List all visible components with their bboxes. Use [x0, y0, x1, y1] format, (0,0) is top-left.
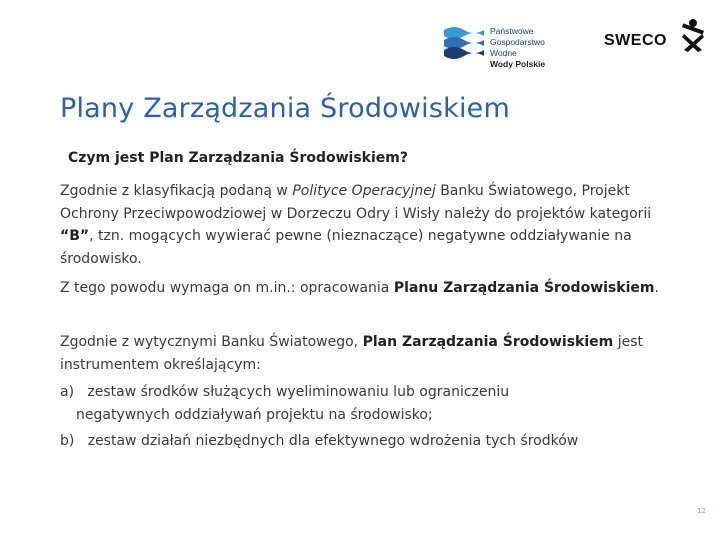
- p3-end: jest: [613, 334, 643, 350]
- page-number: 12: [697, 507, 706, 515]
- section-question: Czym jest Plan Zarządzania Środowiskiem?: [68, 150, 408, 166]
- list-item-b-text: zestaw działań niezbędnych dla efektywnego wdrożenia tych środków: [87, 433, 579, 449]
- list-marker-b: b): [60, 433, 75, 449]
- p1-line-3-rest: , tzn. mogących wywierać pewne (nieznaczące) negatywne oddziaływanie na: [89, 228, 632, 244]
- p2-end: .: [654, 280, 659, 296]
- p1-line-2: Ochrony Przeciwpowodziowej w Dorzeczu Odry i Wisły należy do projektów kategorii: [60, 205, 652, 222]
- p2-bold-plan: Planu Zarządzania Środowiskiem: [393, 280, 655, 296]
- p1-line-1: [60, 180, 700, 203]
- list-item-b-line-1: [60, 430, 700, 453]
- list-item: [60, 430, 700, 453]
- p1-text-b: Banku Światowego, Projekt: [435, 183, 630, 199]
- p1-text-a: Zgodnie z klasyfikacją podaną w: [60, 183, 293, 199]
- paragraph-classification: [60, 180, 700, 270]
- paragraph-guidelines: [60, 331, 700, 376]
- p1-line-4: środowisko.: [60, 250, 142, 267]
- pgw-line-1: Państwowe: [490, 26, 534, 36]
- wody-polskie-wave-icon: [444, 22, 484, 64]
- p2-text: Z tego powodu wymaga on m.in.: opracowania: [60, 280, 394, 296]
- page-title: Plany Zarządzania Środowiskiem: [60, 93, 510, 124]
- p3-text: Zgodnie z wytycznymi Banku Światowego,: [60, 334, 363, 350]
- pgw-logo-text: [490, 26, 564, 70]
- sweco-logo: [604, 18, 710, 54]
- pgw-line-3: Wody Polskie: [490, 59, 546, 69]
- p3-line-1: [60, 331, 700, 354]
- p1-line-3: [60, 225, 700, 248]
- p3-line-2: instrumentem określającym:: [60, 356, 261, 373]
- list-marker-a: a): [60, 384, 75, 400]
- p1-italic-policy: Polityce Operacyjnej: [292, 183, 436, 199]
- sweco-figure-icon: [680, 18, 706, 52]
- pgw-line-2: Gospodarstwo Wodne: [490, 37, 545, 58]
- category-b-label: “B”: [60, 228, 90, 244]
- sweco-wordmark: SWECO: [604, 32, 667, 49]
- list-item: [60, 381, 700, 426]
- list-item-a-text: zestaw środków służących wyeliminowaniu lub ograniczeniu: [87, 384, 510, 400]
- list-item-a-line-1: [60, 381, 700, 404]
- p3-bold-plan: Plan Zarządzania Środowiskiem: [362, 334, 614, 350]
- paragraph-requirement: [60, 277, 700, 300]
- pgw-wody-polskie-logo: [444, 22, 564, 70]
- list-item-a-line-2: negatywnych oddziaływań projektu na środowisko;: [76, 406, 433, 423]
